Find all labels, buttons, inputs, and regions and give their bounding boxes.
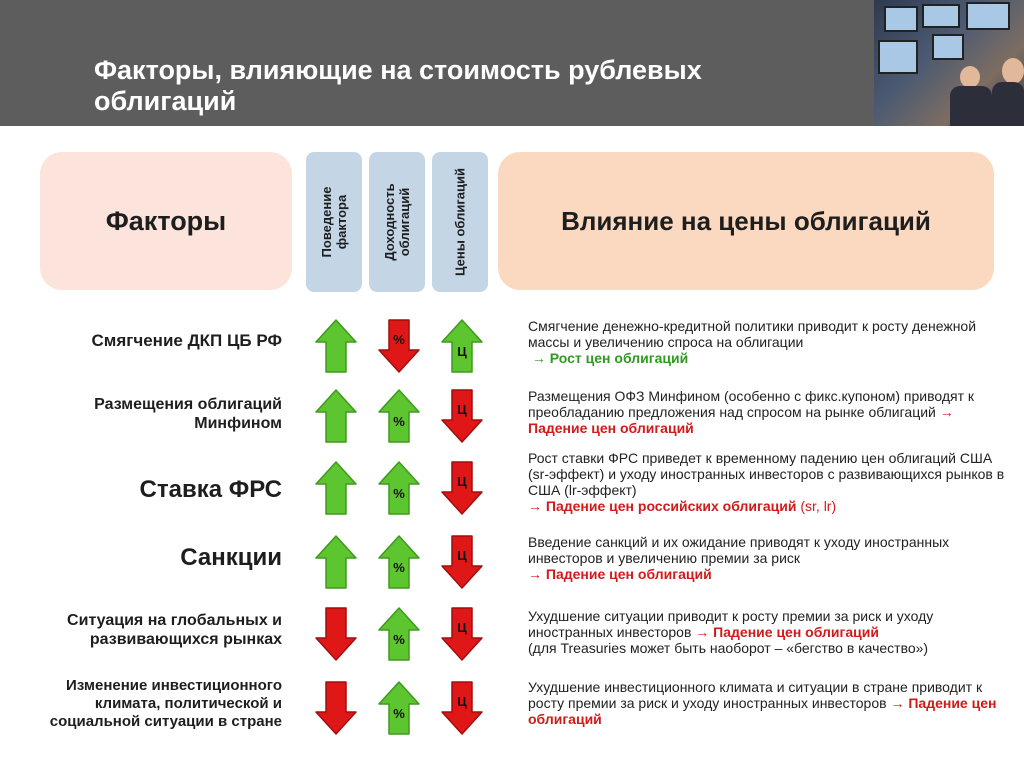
- effect-text: Введение санкций и их ожидание приводят к уходу иностранных инвесторов и увеличению премии за риск: [528, 534, 950, 566]
- yield-arrow-icon: [377, 534, 421, 590]
- behavior-arrow-icon: [314, 680, 358, 736]
- effect-description-dkp: [528, 318, 1008, 366]
- influence-panel: [498, 152, 994, 290]
- factor-label-fed-rate: Ставка ФРС: [139, 476, 282, 503]
- behavior-arrow-icon: [314, 460, 358, 516]
- price-symbol: Ц: [457, 548, 467, 563]
- effect-note: (для Treasuries может быть наоборот – «бегство в качество»): [528, 640, 929, 656]
- effect-description-sanctions: [528, 534, 1008, 582]
- effect-result: → Падение цен облигаций: [528, 695, 997, 727]
- percent-symbol: %: [393, 332, 405, 347]
- factor-label-minfin: Размещения облигаций Минфином: [94, 396, 282, 432]
- price-arrow-icon: [440, 318, 484, 374]
- effect-result: → Падение цен облигаций: [695, 624, 879, 640]
- percent-symbol: %: [393, 560, 405, 575]
- factor-label-dkp: Смягчение ДКП ЦБ РФ: [91, 331, 282, 350]
- factors-panel-label: Факторы: [105, 205, 227, 236]
- behavior-arrow-icon: [314, 388, 358, 444]
- column-header-price-label: Цены облигаций: [452, 168, 468, 276]
- slide-header: [0, 0, 1024, 126]
- behavior-arrow-icon: [314, 606, 358, 662]
- effect-description-investment-climate: [528, 679, 1008, 727]
- price-arrow-icon: [440, 534, 484, 590]
- effect-text: Ухудшение инвестиционного климата и ситуации в стране приводит к росту премии за риск и уходу иностранных инвесторов: [528, 679, 983, 711]
- column-header-behavior-label: Поведение фактора: [319, 186, 349, 258]
- price-arrow-icon: [440, 606, 484, 662]
- percent-symbol: %: [393, 414, 405, 429]
- factor-label-global-markets: Ситуация на глобальных и развивающихся рынках: [67, 612, 282, 648]
- behavior-arrow-icon: [314, 534, 358, 590]
- yield-arrow-icon: [377, 388, 421, 444]
- price-symbol: Ц: [457, 620, 467, 635]
- factor-label-investment-climate: Изменение инвестиционного климата, политической и социальной ситуации в стране: [49, 677, 282, 730]
- factor-label-sanctions: Санкции: [180, 544, 282, 571]
- effect-text: Смягчение денежно-кредитной политики приводит к росту денежной массы и увеличению спроса на облигации: [528, 318, 977, 350]
- column-header-yield-label: Доходность облигаций: [382, 183, 412, 261]
- effect-result: → Падение цен российских облигаций: [528, 498, 797, 514]
- effect-description-minfin: [528, 388, 1008, 436]
- yield-arrow-icon: [377, 680, 421, 736]
- column-header-price: [432, 152, 488, 292]
- percent-symbol: %: [393, 706, 405, 721]
- price-symbol: Ц: [457, 694, 467, 709]
- price-arrow-icon: [440, 680, 484, 736]
- column-header-behavior: [306, 152, 362, 292]
- effect-description-global-markets: [528, 608, 1008, 656]
- effect-result: → Падение цен облигаций: [528, 404, 954, 436]
- price-arrow-icon: [440, 388, 484, 444]
- effect-description-fed-rate: [528, 450, 1008, 514]
- yield-arrow-icon: [377, 318, 421, 374]
- factors-panel: [40, 152, 292, 290]
- yield-arrow-icon: [377, 606, 421, 662]
- effect-text: Рост ставки ФРС приведет к временному падению цен облигаций США (sr-эффект) и уходу иностранных инвесторов с развивающихся рынков в США (lr-эффект): [528, 450, 1005, 498]
- slide-title: Факторы, влияющие на стоимость рублевых облигаций: [94, 55, 702, 116]
- trading-floor-photo: [874, 0, 1024, 126]
- effect-result: → Рост цен облигаций: [531, 350, 689, 366]
- percent-symbol: %: [393, 486, 405, 501]
- price-symbol: Ц: [457, 344, 467, 359]
- percent-symbol: %: [393, 632, 405, 647]
- influence-panel-label: Влияние на цены облигаций: [561, 205, 931, 236]
- price-arrow-icon: [440, 460, 484, 516]
- price-symbol: Ц: [457, 402, 467, 417]
- price-symbol: Ц: [457, 474, 467, 489]
- effect-result: → Падение цен облигаций: [528, 566, 712, 582]
- behavior-arrow-icon: [314, 318, 358, 374]
- effect-text: Размещения ОФЗ Минфином (особенно с фикс.купоном) приводят к преобладанию предложения над спросом на рынке облигаций: [528, 388, 975, 420]
- column-header-yield: [369, 152, 425, 292]
- yield-arrow-icon: [377, 460, 421, 516]
- effect-note: (sr, lr): [800, 498, 837, 514]
- effect-text: Ухудшение ситуации приводит к росту премии за риск и уходу иностранных инвесторов: [528, 608, 934, 640]
